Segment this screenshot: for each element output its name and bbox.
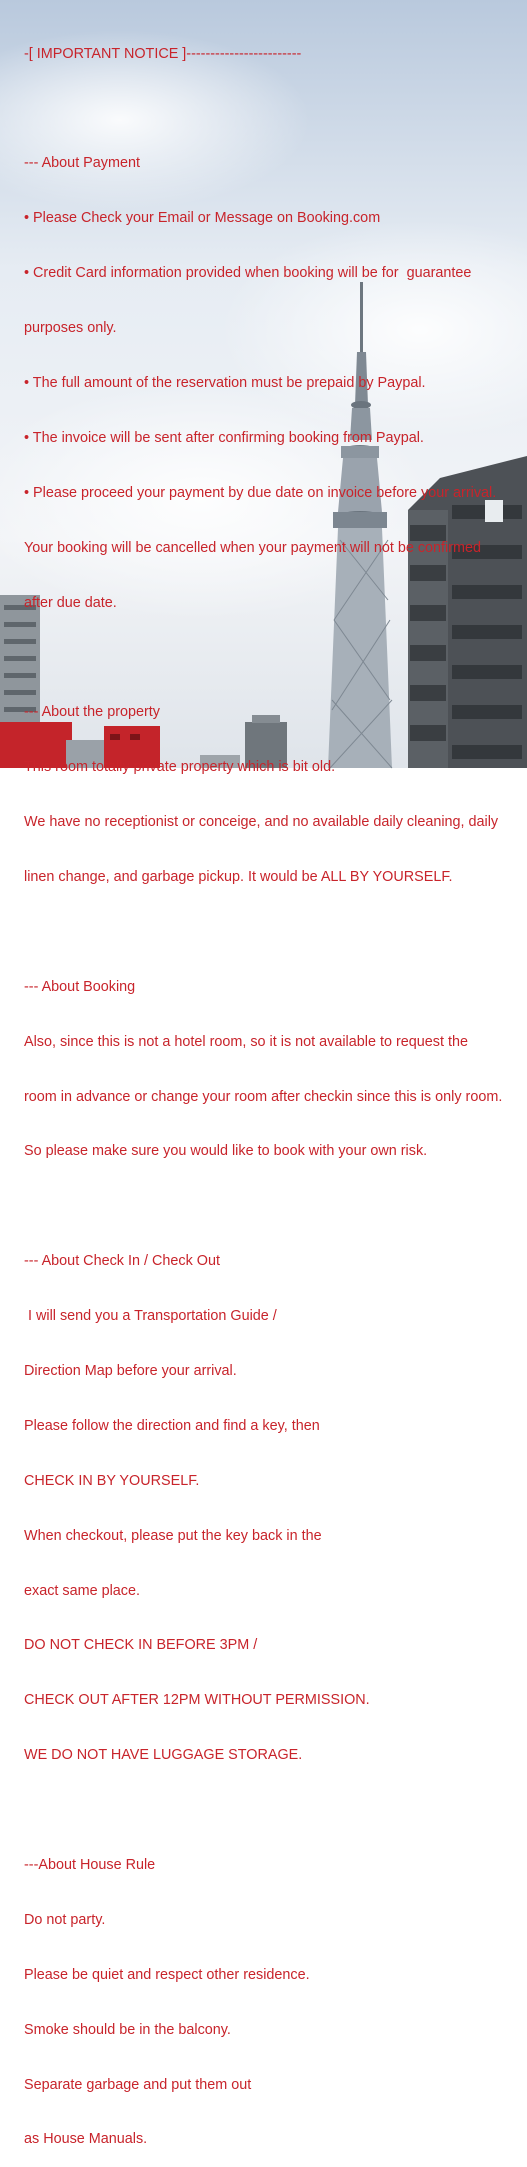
- checkin-line: CHECK OUT AFTER 12PM WITHOUT PERMISSION.: [24, 1692, 370, 1709]
- booking-heading: --- About Booking: [24, 978, 136, 995]
- checkin-line: When checkout, please put the key back in the: [24, 1527, 322, 1544]
- payment-line: • Please Check your Email or Message on Booking.com: [24, 210, 381, 227]
- checkin-line: CHECK IN BY YOURSELF.: [24, 1472, 200, 1489]
- property-line: This room totally private property which is bit old.: [24, 759, 336, 776]
- payment-line: • The invoice will be sent after confirming booking from Paypal.: [24, 429, 424, 446]
- property-line: linen change, and garbage pickup. It would be ALL BY YOURSELF.: [24, 868, 453, 885]
- checkin-heading: --- About Check In / Check Out: [24, 1253, 220, 1270]
- checkin-line: WE DO NOT HAVE LUGGAGE STORAGE.: [24, 1747, 303, 1764]
- house-rule-line: Separate garbage and put them out: [24, 2076, 252, 2093]
- property-heading: --- About the property: [24, 704, 160, 721]
- checkin-line: I will send you a Transportation Guide /: [24, 1308, 277, 1325]
- house-rule-line: as House Manuals.: [24, 2131, 148, 2148]
- payment-line: purposes only.: [24, 320, 117, 337]
- payment-heading: --- About Payment: [24, 155, 140, 172]
- checkin-line: Direction Map before your arrival.: [24, 1362, 237, 1379]
- payment-line: after due date.: [24, 594, 117, 611]
- house-rule-line: Do not party.: [24, 1911, 106, 1928]
- booking-line: So please make sure you would like to book with your own risk.: [24, 1143, 428, 1160]
- booking-line: Also, since this is not a hotel room, so it is not available to request the: [24, 1033, 468, 1050]
- payment-line: Your booking will be cancelled when your payment will not be confirmed: [24, 539, 482, 556]
- payment-line: • The full amount of the reservation must be prepaid by Paypal.: [24, 374, 426, 391]
- notice-header: -[ IMPORTANT NOTICE ]------------------------: [24, 45, 302, 62]
- payment-line: • Please proceed your payment by due date on invoice before your arrival.: [24, 484, 497, 501]
- checkin-line: exact same place.: [24, 1582, 140, 1599]
- house-rule-line: Please be quiet and respect other residence.: [24, 1966, 310, 1983]
- checkin-line: Please follow the direction and find a key, then: [24, 1417, 320, 1434]
- checkin-line: DO NOT CHECK IN BEFORE 3PM /: [24, 1637, 258, 1654]
- booking-line: room in advance or change your room after checkin since this is only room.: [24, 1088, 503, 1105]
- property-line: We have no receptionist or conceige, and no available daily cleaning, daily: [24, 814, 499, 831]
- house-rule-line: Smoke should be in the balcony.: [24, 2021, 231, 2038]
- house-rule-heading: ---About House Rule: [24, 1856, 156, 1873]
- important-notice: [24, 8, 524, 2167]
- payment-line: • Credit Card information provided when booking will be for guarantee: [24, 265, 472, 282]
